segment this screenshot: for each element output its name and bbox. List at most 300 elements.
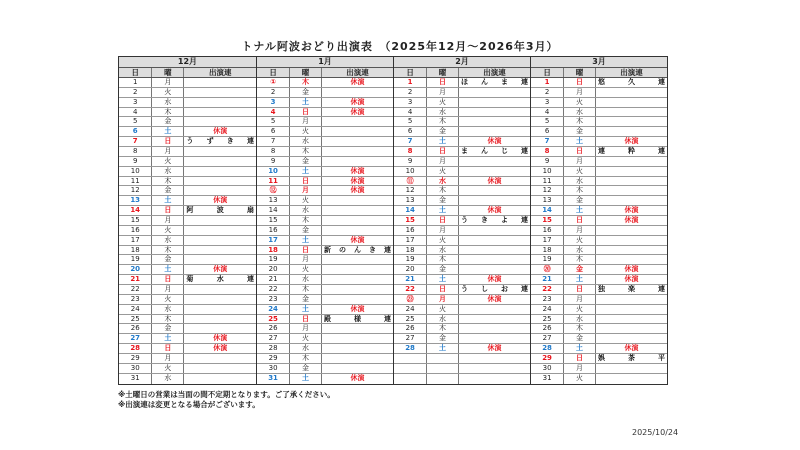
weekday-cell: 水 xyxy=(290,275,322,284)
day-cell: 8 xyxy=(531,147,564,156)
table-row xyxy=(257,157,393,167)
table-row xyxy=(531,177,667,187)
day-cell: 10 xyxy=(119,167,152,176)
group-cell: 休演 xyxy=(350,304,365,313)
column-header-weekday: 曜 xyxy=(564,68,596,77)
table-row xyxy=(394,226,530,236)
weekday-cell: 火 xyxy=(290,334,322,343)
weekday-cell: 金 xyxy=(152,255,184,264)
day-cell: 17 xyxy=(257,236,290,245)
weekday-cell: 金 xyxy=(427,265,459,274)
column-header-row xyxy=(394,68,530,78)
weekday-cell: 木 xyxy=(152,108,184,117)
day-cell: 23 xyxy=(257,295,290,304)
group-cell xyxy=(184,324,256,333)
day-cell: 5 xyxy=(257,117,290,126)
weekday-cell: 金 xyxy=(152,117,184,126)
month-block xyxy=(119,57,256,384)
table-row xyxy=(257,295,393,305)
table-row xyxy=(394,186,530,196)
month-header: 3月 xyxy=(531,57,667,68)
weekday-cell: 火 xyxy=(427,305,459,314)
table-row xyxy=(257,305,393,315)
day-cell: 13 xyxy=(531,196,564,205)
month-header: 2月 xyxy=(394,57,530,68)
group-cell xyxy=(184,216,256,225)
day-cell: 3 xyxy=(119,98,152,107)
weekday-cell: 木 xyxy=(290,216,322,225)
weekday-cell: 土 xyxy=(290,167,322,176)
weekday-cell: 金 xyxy=(427,334,459,343)
day-cell: 4 xyxy=(257,108,290,117)
day-cell: 20 xyxy=(394,265,427,274)
weekday-cell: 土 xyxy=(427,206,459,215)
weekday-cell: 木 xyxy=(152,246,184,255)
table-row xyxy=(394,108,530,118)
table-row xyxy=(531,157,667,167)
page-title: トナル阿波おどり出演表 （2025年12月～2026年3月） xyxy=(241,40,559,53)
table-row xyxy=(119,196,256,206)
table-row xyxy=(257,137,393,147)
day-cell: ㉓ xyxy=(394,295,427,304)
day-cell: 15 xyxy=(257,216,290,225)
table-row xyxy=(394,354,530,364)
day-cell: 5 xyxy=(119,117,152,126)
weekday-cell: 火 xyxy=(427,98,459,107)
weekday-cell: 火 xyxy=(290,265,322,274)
table-row xyxy=(394,216,530,226)
day-cell: 6 xyxy=(257,127,290,136)
table-row xyxy=(257,324,393,334)
group-cell: 阿波扇 xyxy=(186,206,254,215)
group-cell: 休演 xyxy=(213,334,228,343)
weekday-cell: 月 xyxy=(564,226,596,235)
day-cell: 28 xyxy=(394,344,427,353)
weekday-cell: 月 xyxy=(152,285,184,294)
table-row xyxy=(531,147,667,157)
group-cell: 休演 xyxy=(624,344,639,353)
group-cell xyxy=(184,246,256,255)
weekday-cell: 水 xyxy=(427,108,459,117)
group-cell: ほんま連 xyxy=(460,78,528,86)
group-cell: 休演 xyxy=(213,265,228,274)
weekday-cell: 木 xyxy=(427,255,459,264)
table-row xyxy=(531,246,667,256)
weekday-cell: 木 xyxy=(564,255,596,264)
table-row xyxy=(119,147,256,157)
table-row xyxy=(531,285,667,295)
group-cell xyxy=(184,374,256,384)
table-row xyxy=(531,364,667,374)
day-cell: 4 xyxy=(394,108,427,117)
weekday-cell: 月 xyxy=(152,216,184,225)
day-cell: 6 xyxy=(394,127,427,136)
day-cell: 19 xyxy=(531,255,564,264)
day-cell: 9 xyxy=(531,157,564,166)
group-cell xyxy=(322,334,393,343)
day-cell: 28 xyxy=(257,344,290,353)
day-cell: 5 xyxy=(394,117,427,126)
weekday-cell: 金 xyxy=(152,186,184,195)
weekday-cell: 火 xyxy=(152,88,184,97)
group-cell xyxy=(596,295,667,304)
table-row xyxy=(257,117,393,127)
group-cell: うずき連 xyxy=(186,137,254,146)
table-row xyxy=(257,108,393,118)
day-cell: 18 xyxy=(531,246,564,255)
schedule-table xyxy=(118,56,668,385)
weekday-cell: 土 xyxy=(427,275,459,284)
weekday-cell: 水 xyxy=(564,315,596,324)
day-cell: ⑫ xyxy=(257,186,290,195)
table-row xyxy=(531,78,667,88)
day-cell: 30 xyxy=(257,364,290,373)
column-header-weekday: 曜 xyxy=(152,68,184,77)
weekday-cell: 火 xyxy=(152,226,184,235)
day-cell: 29 xyxy=(119,354,152,363)
weekday-cell: 土 xyxy=(152,196,184,205)
table-row xyxy=(119,344,256,354)
group-cell xyxy=(322,206,393,215)
weekday-cell: 金 xyxy=(427,127,459,136)
table-row xyxy=(119,157,256,167)
day-cell: 3 xyxy=(531,98,564,107)
day-cell: 23 xyxy=(119,295,152,304)
table-row xyxy=(119,236,256,246)
weekday-cell: 日 xyxy=(290,108,322,117)
group-cell xyxy=(596,157,667,166)
column-header-row xyxy=(531,68,667,78)
weekday-cell: 金 xyxy=(564,127,596,136)
day-cell: 11 xyxy=(257,177,290,186)
table-row xyxy=(119,374,256,384)
day-cell: 29 xyxy=(257,354,290,363)
group-cell xyxy=(596,108,667,117)
group-cell xyxy=(596,334,667,343)
weekday-cell: 木 xyxy=(427,324,459,333)
table-row xyxy=(257,98,393,108)
table-row xyxy=(119,98,256,108)
group-cell xyxy=(322,344,393,353)
day-cell: 10 xyxy=(257,167,290,176)
day-cell: 6 xyxy=(119,127,152,136)
weekday-cell: 水 xyxy=(427,177,459,186)
group-cell: 娯茶平 xyxy=(597,354,665,363)
table-row xyxy=(394,344,530,354)
group-cell xyxy=(322,157,393,166)
group-cell xyxy=(459,354,530,363)
table-row xyxy=(119,117,256,127)
group-cell xyxy=(184,98,256,107)
weekday-cell: 日 xyxy=(427,285,459,294)
group-cell: うきよ連 xyxy=(460,216,528,225)
day-cell: 21 xyxy=(119,275,152,284)
weekday-cell: 土 xyxy=(564,137,596,146)
day-cell: 10 xyxy=(394,167,427,176)
day-cell: 26 xyxy=(257,324,290,333)
table-row xyxy=(531,88,667,98)
day-cell: 4 xyxy=(119,108,152,117)
weekday-cell: 日 xyxy=(152,206,184,215)
group-cell xyxy=(322,275,393,284)
day-cell: 19 xyxy=(394,255,427,264)
group-cell xyxy=(459,324,530,333)
group-cell: 休演 xyxy=(350,107,365,116)
weekday-cell: 月 xyxy=(152,147,184,156)
weekday-cell: 月 xyxy=(290,255,322,264)
day-cell: 26 xyxy=(119,324,152,333)
table-row xyxy=(531,167,667,177)
group-cell xyxy=(184,226,256,235)
weekday-cell: 日 xyxy=(564,285,596,294)
weekday-cell: 木 xyxy=(427,117,459,126)
day-cell: 21 xyxy=(394,275,427,284)
day-cell: 1 xyxy=(394,78,427,87)
day-cell: 27 xyxy=(531,334,564,343)
day-cell: 28 xyxy=(531,344,564,353)
table-row xyxy=(531,117,667,127)
day-cell: 12 xyxy=(394,186,427,195)
day-cell: 18 xyxy=(394,246,427,255)
column-header-group: 出演連 xyxy=(483,68,506,77)
table-row xyxy=(119,246,256,256)
day-cell: 7 xyxy=(257,137,290,146)
group-cell xyxy=(459,88,530,97)
weekday-cell: 月 xyxy=(290,117,322,126)
table-row xyxy=(394,98,530,108)
table-row xyxy=(394,78,530,88)
group-cell: 休演 xyxy=(487,275,502,284)
day-cell xyxy=(394,374,427,384)
table-row xyxy=(119,216,256,226)
table-row xyxy=(257,186,393,196)
weekday-cell: 水 xyxy=(152,98,184,107)
weekday-cell: 月 xyxy=(564,295,596,304)
day-cell: 13 xyxy=(119,196,152,205)
weekday-cell: 火 xyxy=(152,364,184,373)
day-cell: 30 xyxy=(119,364,152,373)
group-cell xyxy=(184,255,256,264)
table-row xyxy=(531,295,667,305)
weekday-cell: 土 xyxy=(564,344,596,353)
group-cell: 休演 xyxy=(350,235,365,244)
group-cell xyxy=(459,127,530,136)
day-cell: 25 xyxy=(394,315,427,324)
weekday-cell: 水 xyxy=(564,246,596,255)
day-cell: 16 xyxy=(394,226,427,235)
group-cell xyxy=(596,117,667,126)
table-row xyxy=(394,137,530,147)
group-cell: 休演 xyxy=(487,294,502,303)
group-cell xyxy=(184,167,256,176)
group-cell xyxy=(596,98,667,107)
day-cell: 25 xyxy=(119,315,152,324)
weekday-cell xyxy=(427,364,459,373)
day-cell xyxy=(394,354,427,363)
column-header-group: 出演連 xyxy=(346,68,369,77)
table-row xyxy=(257,364,393,374)
table-row xyxy=(257,246,393,256)
group-cell xyxy=(322,324,393,333)
weekday-cell: 日 xyxy=(564,354,596,363)
weekday-cell: 火 xyxy=(290,196,322,205)
weekday-cell: 火 xyxy=(564,305,596,314)
day-cell: 21 xyxy=(531,275,564,284)
table-row xyxy=(531,206,667,216)
table-row xyxy=(531,186,667,196)
day-cell: 1 xyxy=(119,78,152,87)
weekday-cell: 月 xyxy=(152,354,184,363)
day-cell: 24 xyxy=(119,305,152,314)
group-cell: 休演 xyxy=(487,176,502,185)
group-cell xyxy=(184,354,256,363)
table-row xyxy=(531,127,667,137)
weekday-cell: 水 xyxy=(152,305,184,314)
day-cell: 4 xyxy=(531,108,564,117)
day-cell: 22 xyxy=(257,285,290,294)
group-cell xyxy=(596,305,667,314)
table-row xyxy=(394,157,530,167)
table-row xyxy=(394,236,530,246)
day-cell: 18 xyxy=(257,246,290,255)
group-cell xyxy=(596,246,667,255)
weekday-cell: 火 xyxy=(290,127,322,136)
day-cell xyxy=(394,364,427,373)
weekday-cell: 木 xyxy=(564,117,596,126)
table-row xyxy=(531,334,667,344)
table-row xyxy=(257,236,393,246)
weekday-cell: 木 xyxy=(290,78,322,87)
group-cell: 休演 xyxy=(624,137,639,146)
group-cell xyxy=(459,315,530,324)
day-cell: 9 xyxy=(394,157,427,166)
day-cell: 31 xyxy=(257,374,290,384)
group-cell: 休演 xyxy=(487,206,502,215)
weekday-cell: 金 xyxy=(152,324,184,333)
table-row xyxy=(257,127,393,137)
table-row xyxy=(394,255,530,265)
weekday-cell: 日 xyxy=(427,216,459,225)
weekday-cell: 水 xyxy=(290,137,322,146)
weekday-cell: 月 xyxy=(427,157,459,166)
table-row xyxy=(119,108,256,118)
group-cell: 休演 xyxy=(487,344,502,353)
table-row xyxy=(119,354,256,364)
table-row xyxy=(394,167,530,177)
table-row xyxy=(257,177,393,187)
weekday-cell: 木 xyxy=(152,315,184,324)
day-cell: 22 xyxy=(394,285,427,294)
day-cell: 22 xyxy=(119,285,152,294)
group-cell: 休演 xyxy=(350,166,365,175)
weekday-cell: 水 xyxy=(152,236,184,245)
group-cell xyxy=(184,364,256,373)
weekday-cell: 月 xyxy=(564,157,596,166)
group-cell: 新のんき連 xyxy=(323,245,391,254)
weekday-cell: 水 xyxy=(564,177,596,186)
day-cell: 20 xyxy=(119,265,152,274)
group-cell xyxy=(322,364,393,373)
column-header-day: 日 xyxy=(119,68,152,77)
weekday-cell: 土 xyxy=(152,265,184,274)
weekday-cell: 日 xyxy=(290,246,322,255)
weekday-cell: 日 xyxy=(427,78,459,87)
table-row xyxy=(257,216,393,226)
table-row xyxy=(119,177,256,187)
group-cell xyxy=(459,364,530,373)
weekday-cell: 日 xyxy=(564,78,596,87)
weekday-cell: 火 xyxy=(564,236,596,245)
group-cell: うしお連 xyxy=(460,285,528,294)
day-cell: 14 xyxy=(531,206,564,215)
weekday-cell: 金 xyxy=(564,196,596,205)
weekday-cell: 木 xyxy=(290,354,322,363)
day-cell: 1 xyxy=(531,78,564,87)
group-cell xyxy=(459,255,530,264)
group-cell xyxy=(596,127,667,136)
table-row xyxy=(394,324,530,334)
table-row xyxy=(394,206,530,216)
weekday-cell: 水 xyxy=(152,374,184,384)
table-row xyxy=(119,364,256,374)
weekday-cell: 日 xyxy=(152,137,184,146)
table-row xyxy=(531,137,667,147)
day-cell: 2 xyxy=(394,88,427,97)
group-cell xyxy=(459,157,530,166)
weekday-cell: 月 xyxy=(427,88,459,97)
group-cell xyxy=(322,354,393,363)
day-cell: 8 xyxy=(257,147,290,156)
weekday-cell: 土 xyxy=(290,305,322,314)
weekday-cell: 日 xyxy=(290,177,322,186)
group-cell xyxy=(184,157,256,166)
table-row xyxy=(394,285,530,295)
weekday-cell: 土 xyxy=(152,127,184,136)
day-cell: 14 xyxy=(394,206,427,215)
group-cell: 休演 xyxy=(624,265,639,274)
group-cell xyxy=(459,226,530,235)
table-row xyxy=(119,186,256,196)
day-cell: 23 xyxy=(531,295,564,304)
day-cell: 15 xyxy=(531,216,564,225)
column-header-day: 日 xyxy=(257,68,290,77)
group-cell xyxy=(322,147,393,156)
table-row xyxy=(394,177,530,187)
note-saturday: ※土曜日の営業は当面の間不定期となります。ご了承ください。 xyxy=(118,390,335,399)
weekday-cell: 日 xyxy=(152,344,184,353)
group-cell xyxy=(596,236,667,245)
day-cell: 27 xyxy=(257,334,290,343)
weekday-cell: 日 xyxy=(152,275,184,284)
group-cell: 休演 xyxy=(213,344,228,353)
day-cell: 13 xyxy=(394,196,427,205)
table-row xyxy=(394,196,530,206)
group-cell xyxy=(322,285,393,294)
table-row xyxy=(394,147,530,157)
table-row xyxy=(257,196,393,206)
day-cell: 25 xyxy=(257,315,290,324)
weekday-cell: 月 xyxy=(564,364,596,373)
weekday-cell: 金 xyxy=(290,157,322,166)
group-cell xyxy=(184,236,256,245)
group-cell: 休演 xyxy=(350,186,365,195)
group-cell xyxy=(184,177,256,186)
table-row xyxy=(257,374,393,384)
table-row xyxy=(119,295,256,305)
day-cell: 16 xyxy=(119,226,152,235)
table-row xyxy=(531,265,667,275)
day-cell: 7 xyxy=(531,137,564,146)
